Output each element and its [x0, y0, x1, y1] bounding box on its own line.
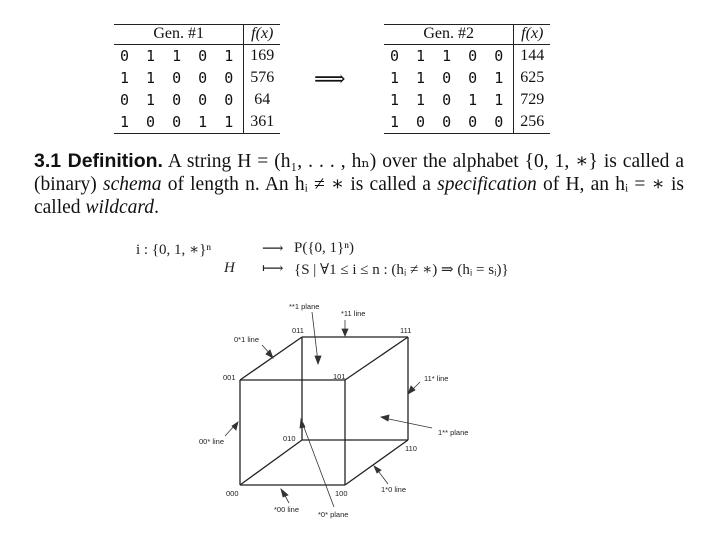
annotation-label: **1 plane	[289, 302, 320, 311]
vertex-111: 111	[400, 326, 412, 335]
annotation-label: 11* line	[424, 374, 449, 383]
vertex-100: 100	[335, 489, 348, 498]
implies-arrow: ⟹	[314, 66, 346, 91]
gen1-header: Gen. #1	[114, 25, 244, 45]
table-row: 0 1 1 0 1 169	[114, 45, 280, 68]
vertex-001: 001	[223, 373, 236, 382]
gen2-header: Gen. #2	[384, 25, 514, 45]
definition-paragraph: 3.1 Definition. A string H = (h₁, . . . , hₙ) over the alphabet {0, 1, ∗} is called a (binary) schema of length n. An hᵢ ≠ ∗ is called a specification of H, an hᵢ = ∗ is called wildcard.	[34, 150, 684, 218]
table-row: 1 0 0 0 0 256	[384, 111, 550, 134]
table-row: 1 0 0 1 1 361	[114, 111, 280, 134]
vertex-000: 000	[226, 489, 239, 498]
annotation-label: 1*0 line	[381, 485, 407, 494]
table-row: 0 1 1 0 0 144	[384, 45, 550, 68]
annotation-label: 00* line	[199, 437, 225, 446]
wildcard-term: wildcard	[85, 197, 155, 218]
table-row: 1 1 0 0 1 625	[384, 67, 550, 89]
schema-term: schema	[103, 174, 162, 195]
annotation-label: *11 line	[341, 309, 366, 318]
annotation-label: *00 line	[274, 505, 300, 514]
gen1-fx-header: f(x)	[244, 25, 281, 45]
vertex-011: 011	[292, 326, 304, 335]
vertex-010: 010	[283, 434, 296, 443]
table-row: 0 1 0 0 0 64	[114, 89, 280, 111]
vertex-101: 101	[333, 372, 346, 381]
annotation-label: *0* plane	[318, 510, 349, 519]
definition-label: 3.1 Definition.	[34, 150, 163, 172]
vertex-110: 110	[405, 444, 417, 453]
table-row: 1 1 0 1 1 729	[384, 89, 550, 111]
specification-term: specification	[437, 174, 537, 195]
table-row: 1 1 0 0 0 576	[114, 67, 280, 89]
annotation-label: 0*1 line	[234, 335, 260, 344]
gen2-fx-header: f(x)	[514, 25, 551, 45]
annotation-label: 1** plane	[438, 428, 469, 437]
